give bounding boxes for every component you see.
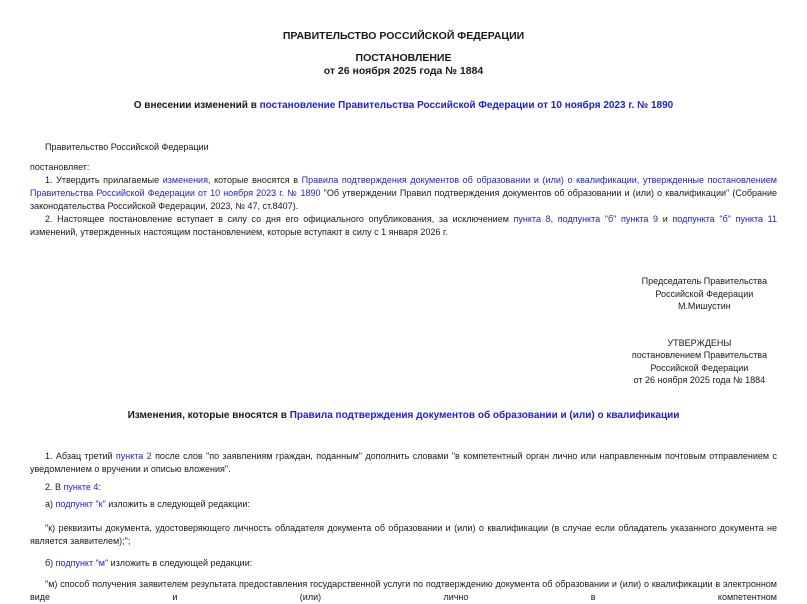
clause-1-paragraph <box>30 174 777 213</box>
subpoint-k-link[interactable]: подпункт "к" <box>55 498 106 509</box>
clause-2-text-1: 2. Настоящее постановление вступает в силу со дня его официального опубликования, за исключением <box>45 214 514 224</box>
approval-line-3: Российской Федерации <box>650 362 749 373</box>
subpoint-b-point-9-link[interactable]: подпункта "б" пункта 9 <box>557 214 659 224</box>
amendment-1-paragraph <box>30 450 777 476</box>
amendment-2a-paragraph <box>30 498 777 511</box>
amendment-2a-text-2: изложить в следующей редакции: <box>105 498 250 509</box>
clause-2-paragraph <box>30 213 777 239</box>
title-reference-link[interactable]: постановление Правительства Российской Федерации от 10 ноября 2023 г. № 1890 <box>259 100 674 111</box>
approval-line-2: постановлением Правительства <box>631 350 767 360</box>
government-name-heading: ПРАВИТЕЛЬСТВО РОССИЙСКОЙ ФЕДЕРАЦИИ <box>282 30 525 42</box>
amendment-2b-text-2: изложить в следующей редакции: <box>108 557 253 568</box>
amendment-2-text-1: 2. В <box>45 481 64 492</box>
clause-2-text-3: и <box>658 214 673 224</box>
title-prefix: О внесении изменений в <box>133 100 260 111</box>
clause-2-text-4: изменений, утвержденных настоящим постановлением, которые вступают в силу с 1 января 2026 г. <box>30 227 448 237</box>
approval-stamp: УТВЕРЖДЕНЫ <box>667 337 732 348</box>
amendment-2b-text-1: б) <box>45 557 56 568</box>
signature-name: М.Мишустин <box>677 301 731 311</box>
amendment-1-text-2: после слов "по заявлениям граждан, поданным" дополнить словами "в компетентный орган лично или направленным почтовым отправлением с уведомлением о вручении и описью вложения". <box>30 450 777 474</box>
rules-reference-link[interactable]: Правила подтверждения документов об образовании и (или) о квалификации, утвержденные постановлением Правительства Российской Федерации от 10 ноября 2023 г. № 1890 <box>30 175 777 198</box>
subpoint-m-link[interactable]: подпункт "м" <box>55 557 109 568</box>
subpoint-b-point-11-link[interactable]: подпункта "б" пункта 11 <box>672 214 777 224</box>
clause-1-text-2: , которые вносятся в <box>207 175 302 185</box>
amendments-reference-link[interactable]: изменения <box>162 175 208 185</box>
clause-1-text-3: "Об утверждении Правил подтверждения документов об образовании и (или) о квалификации" (Собрание законодательства Российской Федерации, 2023, № 47, ст.8407). <box>30 188 777 211</box>
amendment-2b-new-text-paragraph: "м) способ получения заявителем результата предоставления государственной услуги по подтверждению документа об образовании и (или) о квалификации в электронном виде и (или) лично в компетентном <box>30 578 777 602</box>
resolves-paragraph: постановляет: <box>30 162 90 172</box>
amendment-2-text-2: : <box>98 481 101 492</box>
amendment-2a-new-text-paragraph: "к) реквизиты документа, удостоверяющего личность обладателя документа об образовании и (или) о квалификации (в случае если обладатель указанного документа не является заявителем);"; <box>30 522 777 546</box>
amendment-2-paragraph <box>30 481 777 494</box>
document-date-number-heading: от 26 ноября 2025 года № 1884 <box>323 65 484 77</box>
point-4-link[interactable]: пункте 4 <box>63 481 99 492</box>
amendments-section <box>30 450 777 604</box>
clause-2-text-2: , <box>550 214 558 224</box>
signature-position-line-1: Председатель Правительства <box>641 276 767 286</box>
amendment-2b-paragraph <box>30 557 777 570</box>
document-title <box>30 99 777 112</box>
document-header <box>30 30 777 78</box>
point-8-link[interactable]: пункта 8 <box>513 214 551 224</box>
approval-line-4: от 26 ноября 2025 года № 1884 <box>633 375 766 385</box>
approval-block <box>30 337 777 387</box>
amendment-2a-text-1: а) <box>45 498 56 509</box>
signature-position-line-2: Российской Федерации <box>655 288 754 299</box>
amendments-heading-rules-link[interactable]: Правила подтверждения документов об образовании и (или) о квалификации <box>289 409 680 421</box>
signature-block <box>30 275 777 313</box>
clause-1-text-1: 1. Утвердить прилагаемые <box>45 175 163 185</box>
document-type-heading: ПОСТАНОВЛЕНИЕ <box>355 52 452 64</box>
amendment-1-text-1: 1. Абзац третий <box>45 450 116 461</box>
amendments-heading-prefix: Изменения, которые вносятся в <box>127 409 290 421</box>
amendments-heading <box>30 409 777 422</box>
preamble-paragraph: Правительство Российской Федерации <box>45 142 209 152</box>
point-2-link[interactable]: пункта 2 <box>115 450 152 461</box>
